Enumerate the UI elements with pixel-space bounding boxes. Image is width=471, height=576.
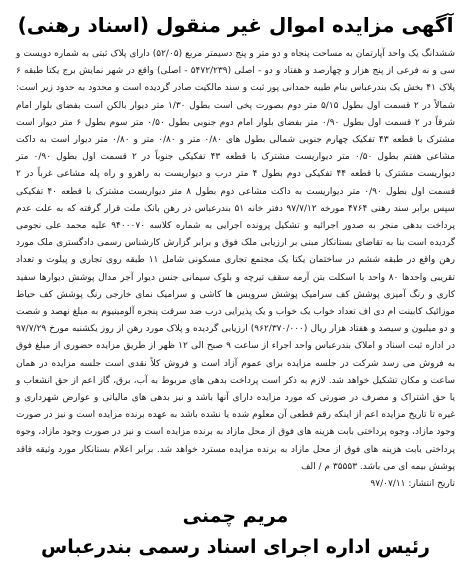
publication-date: تاریخ انتشار: ۹۷/۰۷/۱۱ <box>370 479 455 490</box>
notice-title: آگهی مزایده اموال غیر منقول (اسناد رهنی) <box>17 13 454 37</box>
signatory-title: رئیس اداره اجرای اسناد رسمی بندرعباس <box>41 536 430 559</box>
notice-body: ششدانگ یک واحد آپارتمان به مساحت پنجاه و دو متر و پنج دسیمتر مربع (۵۲/۰۵) دارای پلاک ثبتی به شماره دویست و سی و نه فرعی از پنج هزار و چهارصد و هفتاد و دو - اصلی (۵۴۷۲/۲۳۹ - اصلی) واقع در شهر نمایش برج یکتا طبقه ۶ پلاک ۴۱ بخش یک بندرعباس بنام طیبه حمدانی پور ثبت و سند مالکیت صادر گردیده است و محدود به حدود زیر است: شمالاً در ۲ قسمت اول بطول ۵/۱۵ متر دوم بصورت پخی است بطول ۱/۳۰ متر دیوار بالکن است بفضای بلوار امام شرقاً در ۲ قسمت اول بطول ۰/۹۰ متر بفضای بلوار امام دوم جنوبی بطول ۰/۵۰ متر سوم بطول ۶ متر دیوار است مشترک با قطعه ۴۳ تفکیک چهارم جنوبی شمالی بطول های ۰/۸۰ متر و ۰/۸۰ متر و ۰/۸۰ متر دیوار است به داکت مشاعی هفتم بطول ۰/۵۰ متر دیواریست مشترک با قطعه ۴۳ تفکیکی جنوباً در ۲ قسمت اول بطول ۰/۹۰ متر دیواریست مشترک با قطعه ۴۴ تفکیکی دوم بطول ۴ متر درب و دیواریست به راهرو و راه پله مشاعی غرباً در ۲ قسمت اول بطول ۰/۹۰ متر دیواریست به داکت مشاعی دوم بطول ۸ متر دیواریست مشترک با قطعه ۴۰ تفکیکی سپس برابر سند رهنی ۴۷۶۴ مورخه ۹۷/۷/۱۲ دفتر خانه ۵۱ بندرعباس در رهن بانک ملت قرار گرفته که به علت عدم پرداخت بدهی منجر به صدور اجرائیه و تشکیل پرونده اجرایی به شماره کلاسه ۹۴۰۰۰۷۰ علیه محمد علی نجومی گردیده است بنا به تقاضای بستانکار مبنی بر ارزیابی ملک فوق و برابر گزارش کارشناس رسمی دادگستری ملک مورد رهن واقع در طبقه ششم در ساختمان یکتا یک مجتمع تجاری مسکونی شامل ۱۱ طبقه روی تجاری و پیلوت و تعداد تقریبی واحدها ۸۰ واحد با اسکلت بتن آرمه سقف تیرچه و بلوک سیمانی جنس دیوار آجر مدال پوشش دیوارها سفید کاری و رنگ آمیزی پوشش کف سرامیک پوشش سرویس ها کاشی و سرامیک نمای خارجی رنگ پوشش کف حیاط موزائیک کابینت ام دی اف تعداد خواب یک خواب و یک پذیرایی درب ضد سرقت پنجره آلومینیوم به مبلغ نهصد و شصت و دو میلیون و سیصد و هفتاد هزار ریال (۹۶۲/۳۷۰/۰۰۰) ارزیابی گردیده و پلاک مورد رهن از روز یکشنبه مورخ ۹۷/۷/۲۹ در اداره ثبت اسناد و املاک بندرعباس واحد اجراء از ساعت ۹ صبح الی ۱۲ ظهر از طریق مزایده حضوری از مبلغ فوق به فروش می رسد شرکت در جلسه مزایده برای عموم آزاد است و فروش کلاً نقدی است جلسه مزایده در همان ساعت و مکان تشکیل خواهد شد. لازم به ذکر است پرداخت بدهی های مربوط به آب، برق، گاز اعم از حق انشعاب و یا حق اشتراک و مصرف در صورتی که مورد مزایده دارای آنها باشد و نیز بدهی های مالیاتی و عوارض شهرداری و غیره تا تاریخ مزایده اعم از اینکه رقم قطعی آن معلوم شده یا نشده باشد به عهده برنده مزایده است و نیز در صورت وجود مازاد، وجوه پرداختی بابت هزینه های فوق از محل مازاد به برنده مزایده است و نیز در صورت وجود مازاد، وجوه پرداختی بابت هزینه های فوق از محل مازاد به برنده مزایده مسترد خواهد شد. برابر اعلام بستانکار مورد وثیقه فاقد پوشش بیمه ای می باشد. ۳۵۵۵۳ م / الف <box>16 49 456 472</box>
signatory-name: مریم چمنی <box>182 505 289 528</box>
